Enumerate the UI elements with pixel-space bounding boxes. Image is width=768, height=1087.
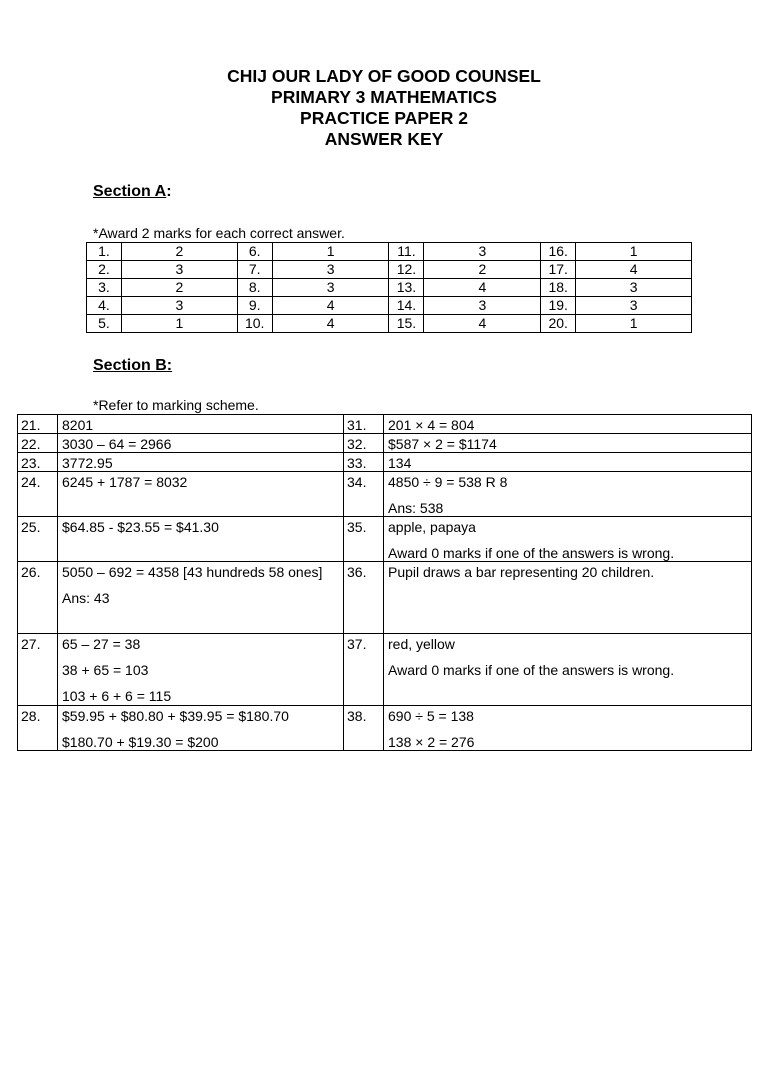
question-number: 4. — [87, 297, 122, 315]
table-row — [18, 415, 752, 434]
school-name: CHIJ OUR LADY OF GOOD COUNSEL — [227, 66, 541, 86]
answer-line: 6245 + 1787 = 8032 — [62, 474, 188, 490]
answer-cell — [58, 415, 344, 434]
answer-cell — [384, 517, 752, 562]
table-row — [18, 634, 752, 706]
answer-line: $587 × 2 = $1174 — [388, 436, 497, 452]
answer-line: 8201 — [62, 417, 94, 433]
question-number: 18. — [541, 279, 576, 297]
table-row — [87, 261, 692, 279]
answer-line: $59.95 + $80.80 + $39.95 = $180.70 — [62, 708, 289, 724]
answer-value: 1 — [272, 243, 389, 261]
question-number: 26. — [18, 562, 58, 634]
answer-cell — [384, 706, 752, 751]
question-number: 11. — [389, 243, 424, 261]
question-number: 13. — [389, 279, 424, 297]
question-number: 6. — [237, 243, 272, 261]
answer-value: 4 — [424, 315, 541, 333]
answer-cell — [384, 562, 752, 634]
answer-line: 4850 ÷ 9 = 538 R 8 — [388, 474, 508, 490]
answer-value: 3 — [424, 243, 541, 261]
answer-line: 65 – 27 = 38 — [62, 636, 141, 652]
table-row — [18, 434, 752, 453]
answer-value: 2 — [121, 243, 237, 261]
question-number: 21. — [18, 415, 58, 434]
question-number: 23. — [18, 453, 58, 472]
question-number: 22. — [18, 434, 58, 453]
section-b-note: *Refer to marking scheme. — [93, 397, 259, 413]
question-number: 20. — [541, 315, 576, 333]
table-row — [18, 453, 752, 472]
answer-value: 3 — [272, 261, 389, 279]
answer-cell — [58, 562, 344, 634]
question-number: 5. — [87, 315, 122, 333]
answer-line: 3030 – 64 = 2966 — [62, 436, 172, 452]
question-number: 8. — [237, 279, 272, 297]
question-number: 35. — [344, 517, 384, 562]
table-row — [87, 297, 692, 315]
answer-line: 3772.95 — [62, 455, 113, 471]
question-number: 32. — [344, 434, 384, 453]
table-row — [18, 562, 752, 634]
answer-line: Ans: 43 — [62, 590, 110, 606]
answer-line: 138 × 2 = 276 — [388, 734, 475, 750]
question-number: 37. — [344, 634, 384, 706]
table-row — [87, 279, 692, 297]
answer-value: 1 — [576, 315, 692, 333]
section-b-heading: Section B: — [93, 357, 173, 374]
answer-line: 38 + 65 = 103 — [62, 662, 149, 678]
answer-line: Award 0 marks if one of the answers is wrong. — [388, 545, 675, 561]
answer-value: 3 — [121, 297, 237, 315]
answer-value: 1 — [121, 315, 237, 333]
question-number: 28. — [18, 706, 58, 751]
question-number: 2. — [87, 261, 122, 279]
answer-line: red, yellow — [388, 636, 455, 652]
question-number: 24. — [18, 472, 58, 517]
table-row — [87, 243, 692, 261]
question-number: 7. — [237, 261, 272, 279]
answer-value: 1 — [576, 243, 692, 261]
answer-cell — [384, 453, 752, 472]
question-number: 12. — [389, 261, 424, 279]
answer-cell — [384, 415, 752, 434]
question-number: 15. — [389, 315, 424, 333]
answer-value: 4 — [272, 297, 389, 315]
answer-value: 3 — [424, 297, 541, 315]
answer-line: Award 0 marks if one of the answers is wrong. — [388, 662, 675, 678]
answer-line: $180.70 + $19.30 = $200 — [62, 734, 219, 750]
section-b-answer-table — [17, 414, 752, 751]
answer-value: 3 — [576, 297, 692, 315]
question-number: 27. — [18, 634, 58, 706]
answer-cell — [58, 706, 344, 751]
answer-line: 103 + 6 + 6 = 115 — [62, 688, 172, 704]
answer-value: 2 — [121, 279, 237, 297]
answer-line: $64.85 - $23.55 = $41.30 — [62, 519, 219, 535]
question-number: 9. — [237, 297, 272, 315]
section-a-note: *Award 2 marks for each correct answer. — [93, 225, 345, 241]
answer-value: 4 — [576, 261, 692, 279]
table-row — [18, 706, 752, 751]
subject-title: PRIMARY 3 MATHEMATICS — [271, 87, 497, 107]
question-number: 3. — [87, 279, 122, 297]
answer-value: 3 — [272, 279, 389, 297]
answer-cell — [384, 634, 752, 706]
answer-cell — [58, 634, 344, 706]
answer-cell — [58, 434, 344, 453]
answer-line: 5050 – 692 = 4358 [43 hundreds 58 ones] — [62, 564, 323, 580]
answer-cell — [384, 434, 752, 453]
question-number: 1. — [87, 243, 122, 261]
document-title — [0, 66, 768, 150]
answer-key-title: ANSWER KEY — [324, 129, 444, 149]
question-number: 38. — [344, 706, 384, 751]
question-number: 36. — [344, 562, 384, 634]
question-number: 10. — [237, 315, 272, 333]
answer-value: 3 — [576, 279, 692, 297]
answer-line: 201 × 4 = 804 — [388, 417, 475, 433]
answer-cell — [384, 472, 752, 517]
section-a-answer-table — [86, 242, 692, 333]
section-a-heading: Section A: — [93, 183, 172, 200]
question-number: 25. — [18, 517, 58, 562]
paper-title: PRACTICE PAPER 2 — [300, 108, 468, 128]
answer-value: 3 — [121, 261, 237, 279]
table-row — [87, 315, 692, 333]
question-number: 17. — [541, 261, 576, 279]
question-number: 16. — [541, 243, 576, 261]
question-number: 34. — [344, 472, 384, 517]
answer-line: Pupil draws a bar representing 20 children. — [388, 564, 655, 580]
question-number: 19. — [541, 297, 576, 315]
table-row — [18, 517, 752, 562]
table-row — [18, 472, 752, 517]
answer-cell — [58, 453, 344, 472]
answer-value: 2 — [424, 261, 541, 279]
answer-line: 690 ÷ 5 = 138 — [388, 708, 474, 724]
answer-line: apple, papaya — [388, 519, 476, 535]
answer-value: 4 — [272, 315, 389, 333]
question-number: 31. — [344, 415, 384, 434]
question-number: 33. — [344, 453, 384, 472]
answer-value: 4 — [424, 279, 541, 297]
answer-line: Ans: 538 — [388, 500, 444, 516]
answer-cell — [58, 472, 344, 517]
question-number: 14. — [389, 297, 424, 315]
answer-cell — [58, 517, 344, 562]
answer-line: 134 — [388, 455, 412, 471]
